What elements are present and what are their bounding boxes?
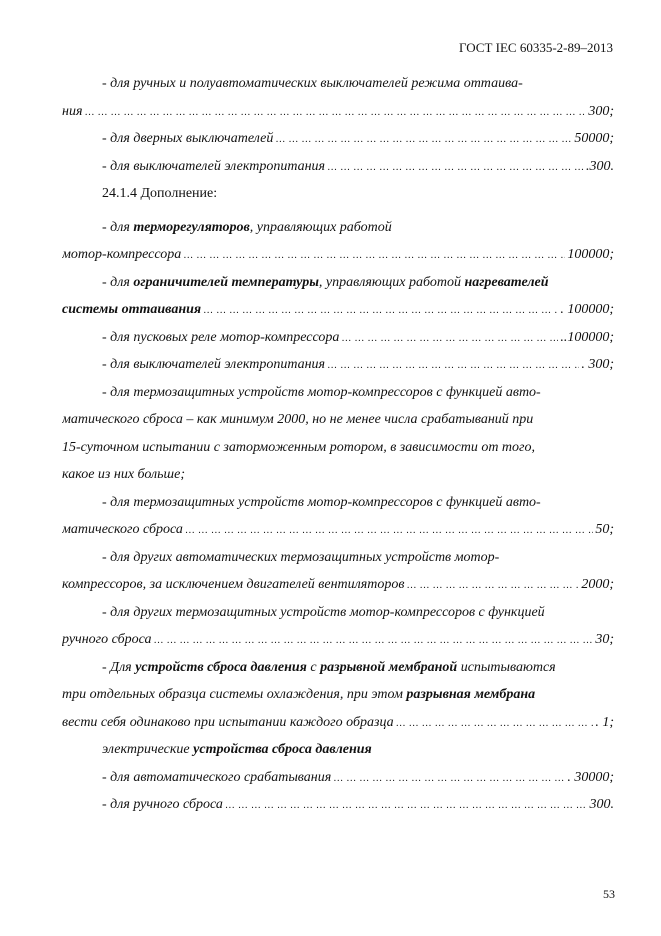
dot-leader [183, 242, 565, 269]
text-line [62, 434, 614, 462]
line-text [62, 241, 181, 269]
bold-term: терморегуляторов [133, 219, 250, 235]
dot-leader [327, 154, 584, 181]
line-text [62, 626, 152, 654]
standard-header: ГОСТ IEC 60335-2-89–2013 [459, 40, 613, 55]
text-segment: 15-суточном испытании с заторможенным ротором, в зависимости от того, [62, 439, 536, 455]
line-text [102, 153, 325, 181]
line-text [62, 98, 82, 126]
text-line [62, 406, 614, 434]
cycle-count-value: . 1; [595, 714, 614, 730]
text-segment: - для выключателей электропитания [102, 357, 326, 372]
text-segment: - Для [102, 659, 136, 675]
text-segment: - для термозащитных устройств мотор-компрессоров с функцией авто- [102, 494, 541, 510]
dot-leader [275, 126, 572, 153]
text-line [62, 461, 614, 489]
text-line [62, 125, 614, 153]
text-line [62, 654, 614, 682]
text-segment: с [306, 659, 321, 675]
text-line [62, 153, 614, 181]
text-segment: три отдельных образца системы охлаждения, при этом [62, 687, 407, 702]
dot-leader [84, 99, 586, 126]
cycle-count-value: ..100000; [560, 329, 614, 345]
text-line [62, 516, 614, 544]
text-line [62, 709, 614, 737]
text-segment: какое из них больше; [62, 467, 185, 482]
cycle-count-value: 50; [595, 522, 614, 537]
text-line [62, 736, 614, 764]
cycle-count-value: 2000; [581, 577, 614, 592]
text-line [62, 379, 614, 407]
document-body [62, 70, 614, 819]
text-segment: ния [62, 103, 83, 119]
text-segment: мотор-компрессора [62, 247, 182, 262]
text-segment: - для выключателей электропитания [102, 158, 326, 174]
text-segment: матического сброса [62, 522, 183, 537]
dot-leader [185, 517, 593, 544]
line-text [62, 516, 183, 544]
text-line [62, 269, 614, 297]
line-text [62, 709, 394, 737]
text-segment: - для ручного сброса [102, 797, 223, 812]
text-line [62, 544, 614, 572]
bold-term: устройств сброса давления [135, 659, 307, 675]
text-segment: компрессоров, за исключением двигателей вентиляторов [62, 577, 405, 592]
cycle-count-value: 30; [595, 632, 614, 647]
dot-leader [341, 325, 558, 352]
text-segment: - для [102, 219, 134, 235]
text-line [62, 324, 614, 352]
text-segment: - для пусковых реле мотор-компрессора [102, 329, 340, 345]
text-segment: , управляющих работой [249, 219, 392, 235]
cycle-count-value: . 300; [581, 357, 614, 372]
text-segment: - для термозащитных устройств мотор-компрессоров с функцией авто- [102, 384, 541, 400]
bold-term: нагревателей [464, 274, 549, 290]
dot-leader [225, 792, 588, 819]
line-text [62, 296, 201, 324]
cycle-count-value: 100000; [567, 247, 614, 262]
line-text [102, 791, 223, 819]
cycle-count-value: 300. [589, 797, 614, 812]
line-text [102, 764, 331, 792]
cycle-count-value: . 100000; [560, 302, 614, 317]
text-segment: - для других автоматических термозащитных устройств мотор- [102, 549, 500, 565]
text-line [62, 98, 614, 126]
cycle-count-value: . 30000; [567, 769, 614, 785]
text-segment: электрические [102, 742, 194, 757]
text-line [62, 599, 614, 627]
text-segment: 24.1.4 Дополнение: [102, 186, 218, 201]
line-text [102, 125, 273, 153]
dot-leader [406, 572, 579, 599]
text-line [62, 351, 614, 379]
text-line [62, 571, 614, 599]
cycle-count-value: 50000; [574, 131, 614, 146]
bold-term: разрывной мембраной [320, 659, 458, 675]
bold-term: разрывная мембрана [406, 687, 536, 702]
text-line [62, 180, 614, 208]
dot-leader [333, 765, 565, 792]
dot-leader [203, 297, 558, 324]
text-segment: - для дверных выключателей [102, 131, 274, 146]
line-text [102, 324, 339, 352]
text-line [62, 241, 614, 269]
text-line [62, 791, 614, 819]
text-segment: матического сброса – как минимум 2000, но не менее числа срабатываний при [62, 412, 534, 427]
bold-term: устройства сброса давления [193, 742, 372, 757]
text-line [62, 489, 614, 517]
text-line [62, 296, 614, 324]
page-number: 53 [603, 887, 615, 901]
text-segment: - для ручных и полуавтоматических выключателей режима оттаива- [102, 76, 523, 91]
text-line [62, 70, 614, 98]
text-line [62, 626, 614, 654]
cycle-count-value: .300. [586, 158, 614, 174]
bold-term: системы оттаивания [62, 302, 202, 317]
text-segment: вести себя одинаково при испытании каждого образца [62, 714, 394, 730]
text-segment: ручного сброса [62, 632, 152, 647]
dot-leader [396, 710, 594, 737]
bold-term: ограничителей температуры [133, 274, 319, 290]
text-line [62, 764, 614, 792]
text-segment: , управляющих работой [318, 274, 465, 290]
dot-leader [327, 352, 579, 379]
line-text [102, 351, 325, 379]
dot-leader [154, 627, 594, 654]
text-segment: - для [102, 274, 134, 290]
line-text [62, 571, 404, 599]
text-line [62, 214, 614, 242]
cycle-count-value: 300; [588, 103, 614, 119]
text-segment: - для автоматического срабатывания [102, 769, 332, 785]
text-line [62, 681, 614, 709]
text-segment: - для других термозащитных устройств мотор-компрессоров с функцией [102, 604, 545, 620]
text-segment: испытываются [457, 659, 556, 675]
